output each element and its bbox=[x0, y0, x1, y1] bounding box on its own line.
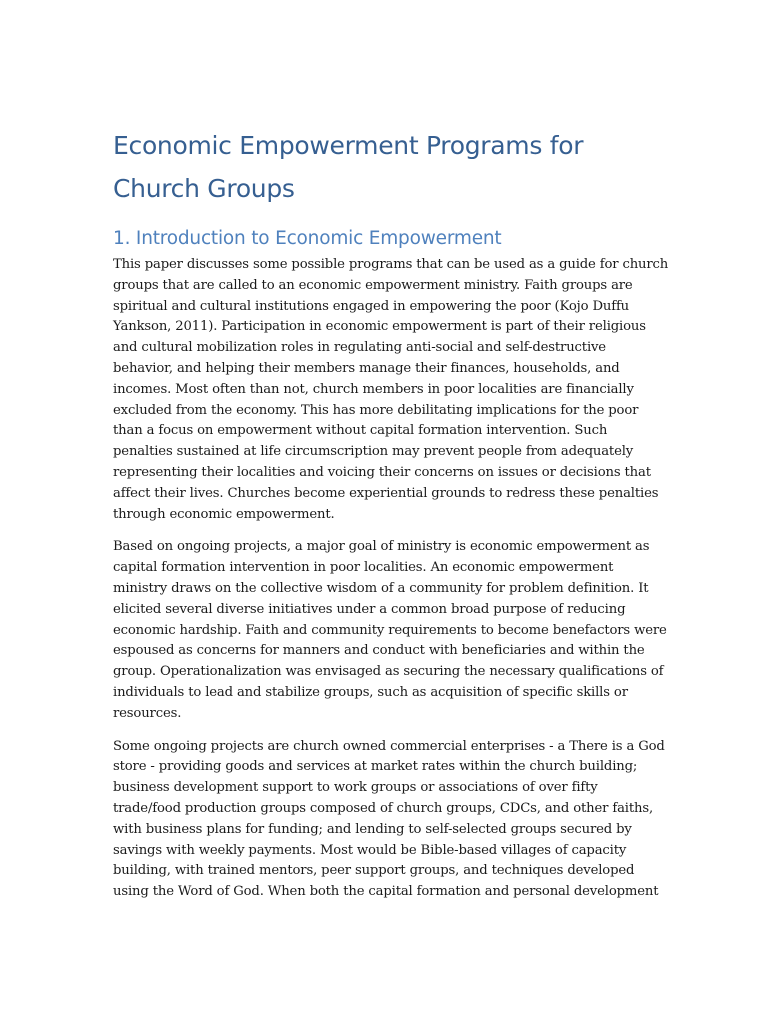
paragraph-line: spiritual and cultural institutions engaged in empowering the poor (Kojo Duffu bbox=[113, 298, 630, 314]
paragraph-line: individuals to lead and stabilize groups, such as acquisition of specific skills or bbox=[113, 684, 628, 700]
document-page bbox=[113, 124, 669, 903]
paragraph-line: business development support to work groups or associations of over fifty bbox=[113, 780, 598, 796]
paragraph-line: using the Word of God. When both the capital formation and personal development bbox=[113, 884, 659, 900]
paragraph-line: building, with trained mentors, peer support groups, and techniques developed bbox=[113, 863, 635, 879]
document-title-line: Economic Empowerment Programs for bbox=[113, 131, 584, 160]
paragraph-line: Yankson, 2011). Participation in economic empowerment is part of their religious bbox=[113, 319, 646, 335]
paragraph-line: store - providing goods and services at market rates within the church building; bbox=[113, 759, 638, 775]
paragraph-line: and cultural mobilization roles in regulating anti-social and self-destructive bbox=[113, 340, 606, 356]
paragraph-line: behavior, and helping their members manage their finances, households, and bbox=[113, 360, 620, 376]
paragraph-line: groups that are called to an economic empowerment ministry. Faith groups are bbox=[113, 277, 633, 293]
paragraph-line: espoused as concerns for manners and conduct with beneficiaries and within the bbox=[113, 643, 645, 659]
paragraph-line: with business plans for funding; and lending to self-selected groups secured by bbox=[113, 821, 632, 837]
paragraph-line: group. Operationalization was envisaged as securing the necessary qualifications of bbox=[113, 664, 664, 680]
paragraph-line: incomes. Most often than not, church members in poor localities are financially bbox=[113, 381, 634, 397]
paragraph-line: through economic empowerment. bbox=[113, 506, 335, 522]
section-heading: 1. Introduction to Economic Empowerment bbox=[113, 228, 502, 249]
paragraph-line: trade/food production groups composed of church groups, CDCs, and other faiths, bbox=[113, 800, 654, 816]
paragraph-2 bbox=[113, 537, 667, 724]
paragraph-line: savings with weekly payments. Most would be Bible-based villages of capacity bbox=[113, 842, 627, 858]
paragraph-3 bbox=[113, 737, 665, 903]
document-title bbox=[113, 124, 661, 210]
paragraph-line: This paper discusses some possible programs that can be used as a guide for church bbox=[113, 257, 669, 272]
paragraph-line: excluded from the economy. This has more debilitating implications for the poor bbox=[113, 402, 639, 418]
paragraph-line: penalties sustained at life circumscription may prevent people from adequately bbox=[113, 444, 634, 460]
paragraph-line: representing their localities and voicing their concerns on issues or decisions that bbox=[113, 464, 651, 480]
paragraph-line: Some ongoing projects are church owned commercial enterprises - a There is a God bbox=[113, 738, 665, 754]
paragraph-line: affect their lives. Churches become experiential grounds to redress these penalties bbox=[113, 485, 659, 501]
document-title-line: Church Groups bbox=[113, 174, 295, 203]
paragraph-line: elicited several diverse initiatives under a common broad purpose of reducing bbox=[113, 601, 626, 617]
paragraph-line: resources. bbox=[113, 705, 182, 721]
paragraph-line: ministry draws on the collective wisdom of a community for problem definition. It bbox=[113, 580, 649, 596]
paragraph-line: than a focus on empowerment without capital formation intervention. Such bbox=[113, 423, 608, 439]
paragraph-line: capital formation intervention in poor localities. An economic empowerment bbox=[113, 560, 614, 576]
paragraph-line: economic hardship. Faith and community requirements to become benefactors were bbox=[113, 622, 667, 638]
paragraph-1 bbox=[113, 255, 669, 525]
paragraph-line: Based on ongoing projects, a major goal of ministry is economic empowerment as bbox=[113, 539, 650, 555]
